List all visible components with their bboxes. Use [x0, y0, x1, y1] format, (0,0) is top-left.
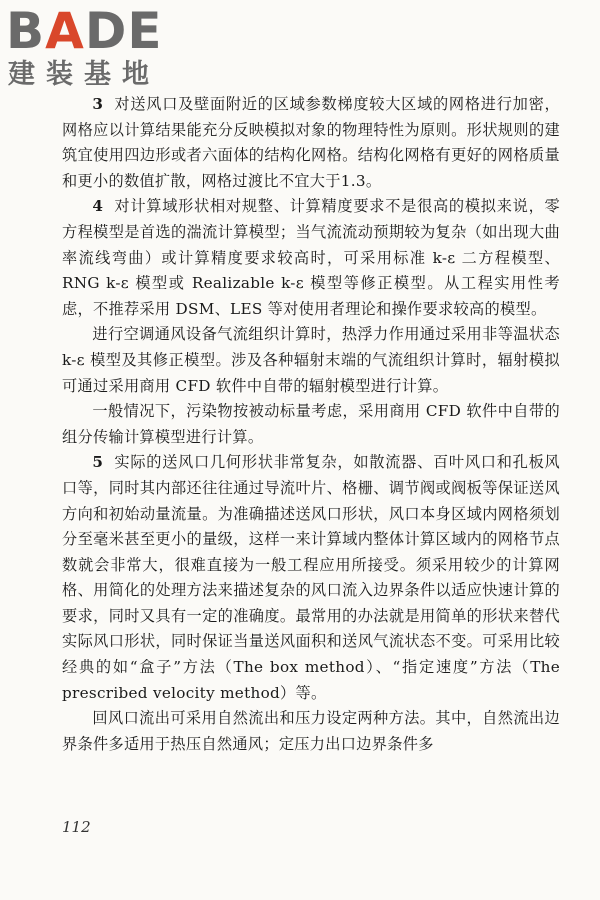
paragraph-3: 3 对送风口及壁面附近的区域参数梯度较大区域的网格进行加密，网格应以计算结果能充分反映模拟对象的物理特性为原则。形状规则的建筑宜使用四边形或者六面体的结构化网格。结构化网格有更好的网格质量和更小的数值扩散，网格过渡比不宜大于1.3。 [62, 95, 560, 190]
logo-subtitle: 建装基地 [8, 59, 160, 90]
paragraph-return-air: 回风口流出可采用自然流出和压力设定两种方法。其中，自然流出边界条件多适用于热压自然通风；定压力出口边界条件多 [62, 709, 560, 753]
paragraph-pollutant: 一般情况下，污染物按被动标量考虑，采用商用 CFD 软件中自带的组分传输计算模型进行计算。 [62, 402, 560, 446]
paragraph-5: 5 实际的送风口几何形状非常复杂，如散流器、百叶风口和孔板风口等，同时其内部还往往通过导流叶片、格栅、调节阀或阀板等保证送风方向和初始动量流量。为准确描述送风口形状，风口本身区域内网格须划分至毫米甚至更小的量级，这样一来计算域内整体计算区域内的网格节点数就会非常大，很难直接为一般工程应用所接受。须采用较少的计算网格、用简化的处理方法来描述复杂的风口流入边界条件以适应快速计算的要求，同时又具有一定的准确度。最常用的办法就是用简单的形状来替代实际风口形状，同时保证当量送风面积和送风气流状态不变。可采用比较经典的如“盒子”方法（The box method）、“指定速度”方法（The prescribed velocity method）等。 [62, 453, 560, 702]
page-number: 112 [62, 818, 91, 836]
body-text [62, 92, 560, 757]
paragraph-thermal-buoyancy: 进行空调通风设备气流组织计算时，热浮力作用通过采用非等温状态 k-ε 模型及其修正模型。涉及各种辐射末端的气流组织计算时，辐射模拟可通过采用商用 CFD 软件中自带的辐射模型进行计算。 [62, 325, 560, 395]
paragraph-4: 4 对计算域形状相对规整、计算精度要求不是很高的模拟来说，零方程模型是首选的湍流计算模型；当气流流动预期较为复杂（如出现大曲率流线弯曲）或计算精度要求较高时，可采用标准 k-ε 二方程模型、RNG k-ε 模型或 Realizable k-ε 模型等修正模型。从工程实用性考虑，不推荐采用 DSM、LES 等对使用者理论和操作要求较高的模型。 [62, 197, 560, 318]
bade-logo [6, 4, 176, 94]
logo-wordmark: BADE [6, 2, 163, 60]
